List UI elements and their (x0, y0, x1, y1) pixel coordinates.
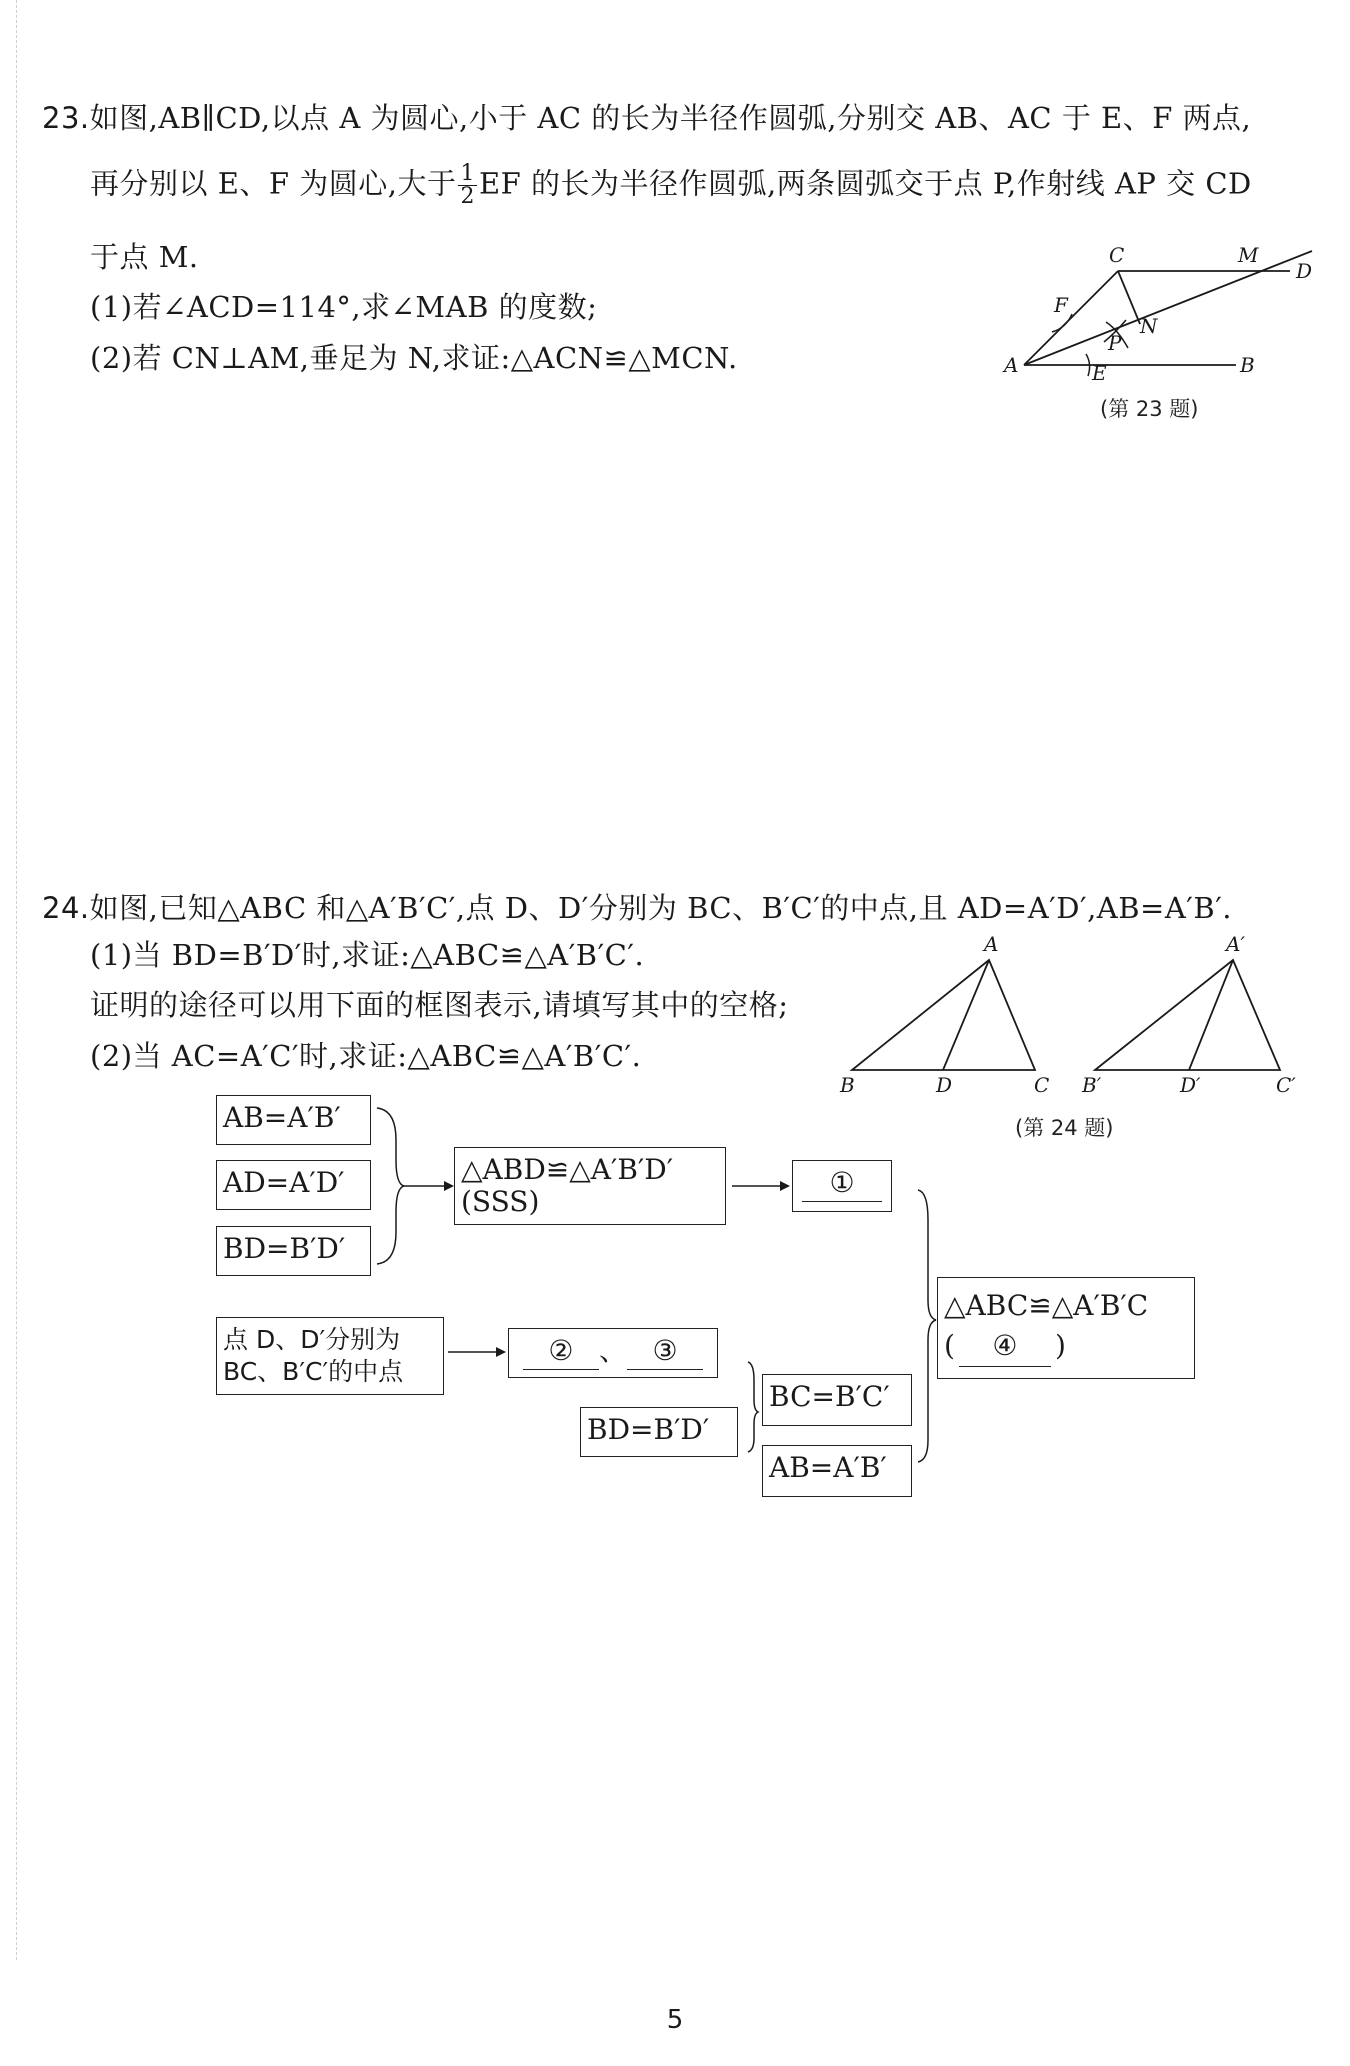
flow-box-result[interactable] (937, 1277, 1195, 1379)
q23-stem-line1: 如图,AB∥CD,以点 A 为圆心,小于 AC 的长为半径作圆弧,分别交 AB、AC 于 E、F 两点, (89, 101, 1252, 135)
q24-stem-line1: 如图,已知△ABC 和△A′B′C′,点 D、D′分别为 BC、B′C′的中点,且 AD=A′D′,AB=A′B′. (89, 891, 1232, 925)
flow-box-blank-1[interactable] (792, 1160, 892, 1212)
label-n: N (1140, 314, 1158, 338)
arrow-3-head (496, 1347, 506, 1357)
arrow-2-head (780, 1181, 790, 1191)
q24-part2: (2)当 AC=A′C′时,求证:△ABC≌△A′B′C′. (90, 1039, 642, 1073)
abd-congruence-text: △ABD≌△A′B′D′ (461, 1153, 674, 1186)
flow-box-ab: AB=A′B′ (216, 1095, 371, 1145)
label-a: A (1004, 353, 1019, 377)
label-p: P (1108, 331, 1122, 355)
midpoint-text-line2: BC、B′C′的中点 (223, 1357, 404, 1386)
label-a: A (984, 932, 999, 956)
q24-part1: (1)当 BD=B′D′时,求证:△ABC≌△A′B′C′. (90, 938, 645, 972)
q24-caption: (第 24 题) (1015, 1116, 1114, 1140)
q23-stem-line2-b: EF 的长为半径作圆弧,两条圆弧交于点 P,作射线 AP 交 CD (478, 166, 1252, 201)
brace-group-3 (918, 1190, 936, 1462)
sss-reason-text: (SSS) (461, 1185, 540, 1218)
label-c: C (1109, 243, 1125, 267)
q23-number: 23. (42, 101, 90, 135)
q23-part2: (2)若 CN⊥AM,垂足为 N,求证:△ACN≌△MCN. (90, 341, 738, 375)
label-c: C (1034, 1073, 1050, 1097)
flow-box-ab-2: AB=A′B′ (762, 1445, 912, 1497)
label-m: M (1238, 243, 1259, 267)
flow-box-midpoint (216, 1317, 444, 1395)
blank-4[interactable]: ④ (959, 1326, 1051, 1367)
blank-3[interactable]: ③ (627, 1333, 703, 1370)
midpoint-text-line1: 点 D、D′分别为 (223, 1325, 401, 1354)
label-b-prime: B′ (1082, 1073, 1102, 1097)
abc-congruence-text: △ABC≌△A′B′C (944, 1289, 1149, 1322)
label-b: B (1240, 353, 1255, 377)
flow-box-abd-congruent (454, 1147, 726, 1225)
q24-instruction: 证明的途径可以用下面的框图表示,请填写其中的空格; (90, 988, 789, 1022)
flow-box-bd: BD=B′D′ (216, 1226, 371, 1276)
separator: 、 (598, 1334, 627, 1367)
label-d: D (1296, 259, 1313, 283)
label-f: F (1054, 293, 1068, 317)
q23-stem-line2-a: 再分别以 E、F 为圆心,大于 (90, 166, 457, 201)
flow-box-blanks-2-3[interactable] (508, 1328, 718, 1378)
brace-group-1 (377, 1108, 404, 1264)
q24-number: 24. (42, 891, 90, 925)
paren-open: ( (944, 1329, 955, 1362)
page-number: 5 (666, 2005, 684, 2035)
flow-box-bd-2: BD=B′D′ (580, 1407, 738, 1457)
paren-close: ) (1054, 1329, 1066, 1362)
q23-caption: (第 23 题) (1100, 397, 1199, 421)
blank-2[interactable]: ② (523, 1333, 599, 1370)
brace-group-2 (748, 1362, 758, 1452)
flow-box-bc: BC=B′C′ (762, 1374, 912, 1426)
label-d-prime: D′ (1180, 1073, 1201, 1097)
blank-1[interactable]: ① (802, 1165, 882, 1202)
label-b: B (840, 1073, 855, 1097)
fraction-numerator: 1 (460, 161, 475, 186)
flow-box-ad: AD=A′D′ (216, 1160, 371, 1210)
fraction-denominator: 2 (460, 184, 475, 209)
arrow-1-head (444, 1181, 454, 1191)
label-d: D (936, 1073, 953, 1097)
label-e: E (1092, 361, 1107, 385)
reason-4-line (944, 1326, 1188, 1367)
q23-line3: 于点 M. (90, 240, 199, 274)
label-c-prime: C′ (1276, 1073, 1296, 1097)
q23-part1: (1)若∠ACD=114°,求∠MAB 的度数; (90, 290, 598, 324)
label-a-prime: A′ (1226, 932, 1245, 956)
